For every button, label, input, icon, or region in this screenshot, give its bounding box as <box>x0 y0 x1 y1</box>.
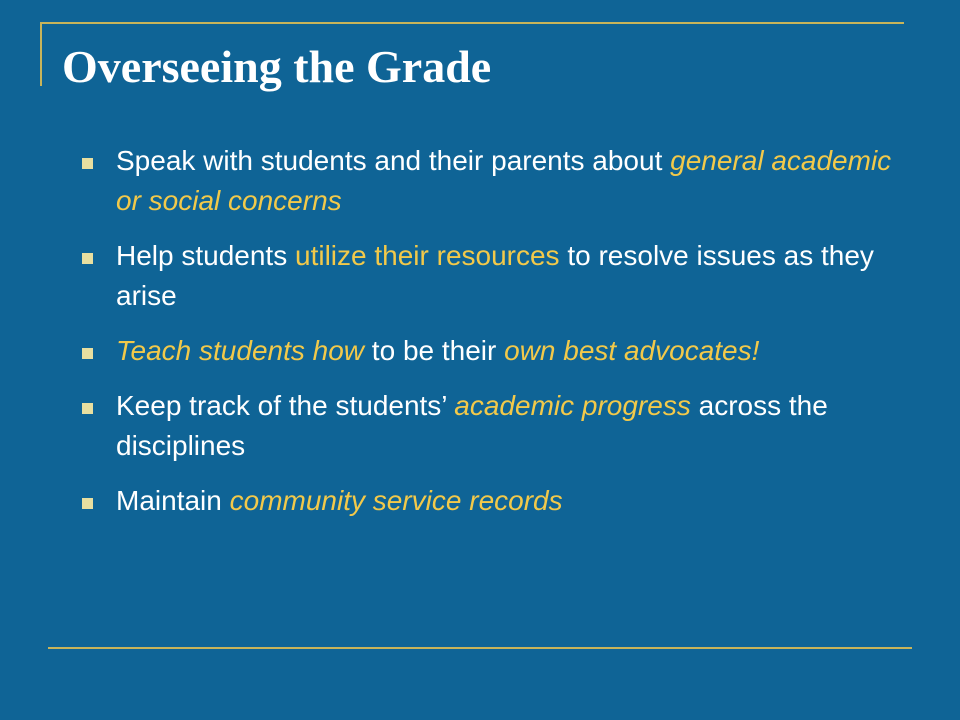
left-rule <box>40 22 42 86</box>
bullet-item-keep-track <box>82 386 912 466</box>
bullet-item-maintain-records <box>82 481 912 521</box>
bullet-text: Maintain <box>116 485 230 516</box>
square-bullet-icon <box>82 403 93 414</box>
bullet-highlight: utilize their resources <box>295 240 560 271</box>
slide-title: Overseeing the Grade <box>62 41 492 92</box>
bullet-text: across the disciplines <box>116 390 828 461</box>
bullet-text: to be their <box>364 335 505 366</box>
square-bullet-icon <box>82 348 93 359</box>
bullet-text: to resolve issues as they arise <box>116 240 874 311</box>
square-bullet-icon <box>82 498 93 509</box>
bullet-item-speak-with-students <box>82 141 912 221</box>
top-rule <box>40 22 904 24</box>
bullet-text: Help students <box>116 240 295 271</box>
bullet-highlight: academic progress <box>454 390 691 421</box>
bullet-highlight: Teach students how <box>116 335 365 366</box>
bullet-text: Keep track of the students’ <box>116 390 455 421</box>
bullet-highlight: community service records <box>229 485 563 516</box>
bullet-text: Speak with students and their parents about <box>116 145 671 176</box>
square-bullet-icon <box>82 253 93 264</box>
square-bullet-icon <box>82 158 93 169</box>
bullet-list <box>82 141 912 536</box>
bullet-highlight: general academic or social concerns <box>116 145 892 216</box>
bullet-highlight: own best advocates! <box>504 335 760 366</box>
bullet-item-help-students <box>82 236 912 316</box>
bottom-rule <box>48 647 912 649</box>
bullet-item-teach-students <box>82 331 912 371</box>
